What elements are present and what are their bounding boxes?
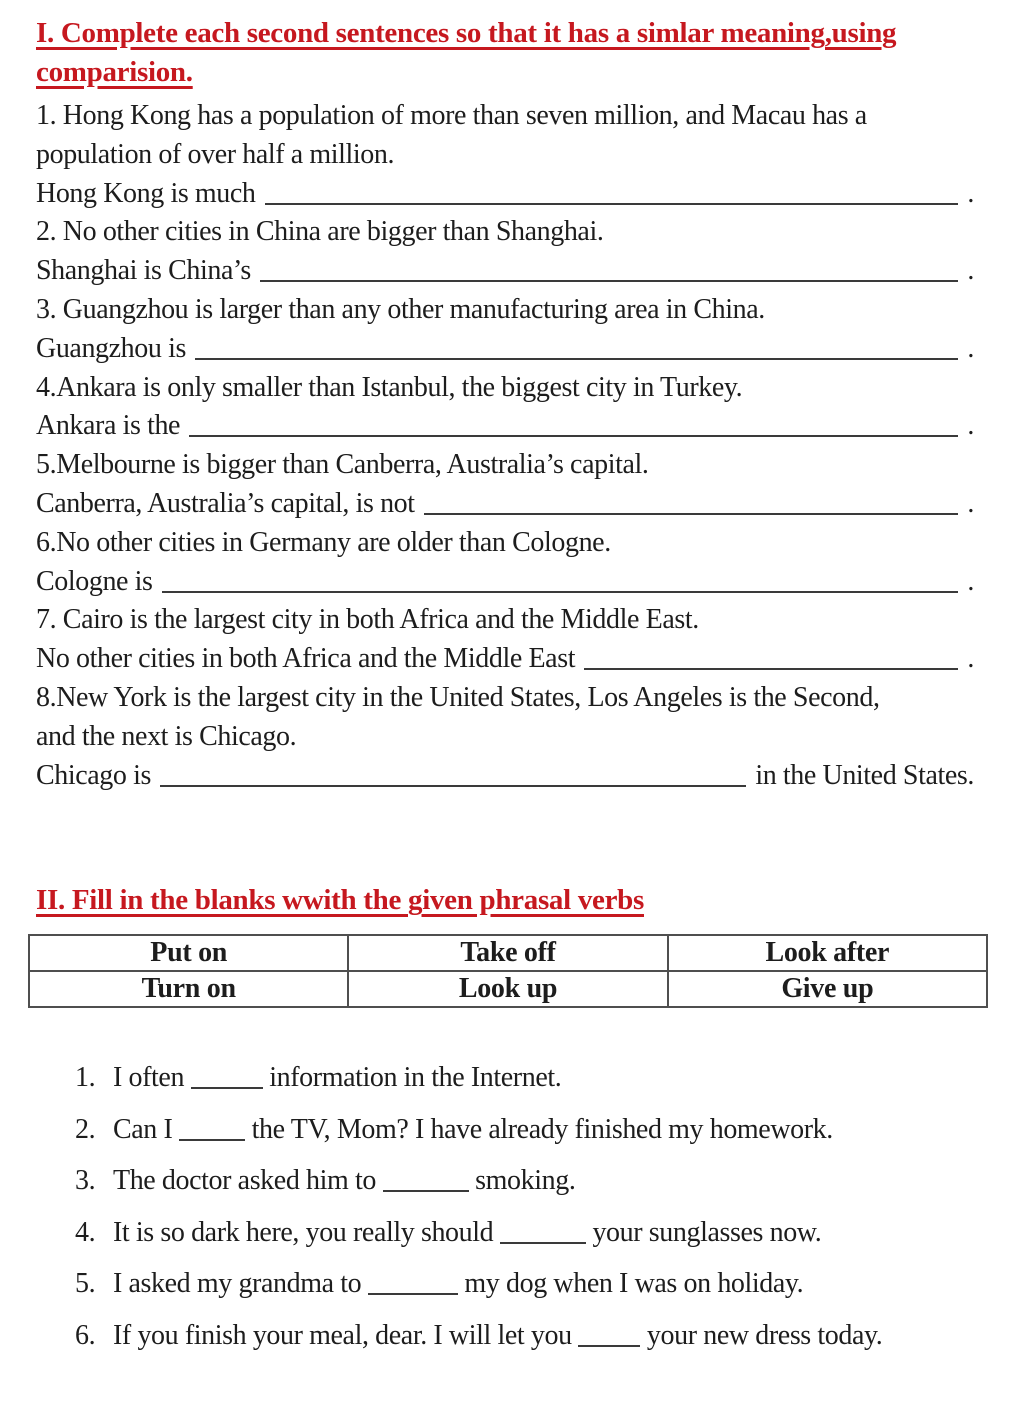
exercise1-item (36, 213, 974, 291)
answer-suffix: . (967, 565, 974, 597)
item-number: 5. (75, 1268, 96, 1300)
item-number: 2. (75, 1113, 96, 1145)
item-blank-line (383, 1190, 469, 1192)
section2-heading-text: II. Fill in the blanks wwith the given phrasal verbs (36, 884, 644, 917)
section1-heading-text2: comparision. (36, 56, 193, 88)
answer-suffix: . (967, 410, 974, 442)
exercise1-item (36, 679, 974, 795)
answer-suffix: . (967, 643, 974, 675)
answer-prefix: No other cities in both Africa and the Middle East (36, 643, 576, 675)
section1-items (36, 97, 974, 795)
answer-line (36, 252, 974, 291)
section1-heading-line2 (36, 53, 974, 92)
prompt-line: 2. No other cities in China are bigger than Shanghai. (36, 216, 604, 248)
item-text-after: your sunglasses now. (592, 1216, 822, 1248)
answer-suffix: . (967, 332, 974, 364)
answer-prefix: Cologne is (36, 565, 153, 597)
answer-blank-line (260, 280, 959, 282)
exercise1-item (36, 291, 974, 369)
exercise1-item (36, 601, 974, 679)
answer-suffix: in the United States. (755, 759, 974, 791)
answer-blank-line (584, 668, 958, 670)
table-row (29, 935, 987, 971)
item-number: 4. (75, 1216, 96, 1248)
section2-heading (36, 881, 974, 920)
item-number: 6. (75, 1319, 96, 1351)
answer-blank-line (189, 435, 958, 437)
phrasal-verb-cell: Take off (348, 935, 667, 971)
item-blank-line (500, 1242, 586, 1244)
answer-line (36, 330, 974, 369)
answer-prefix: Guangzhou is (36, 332, 186, 364)
item-text-after: smoking. (475, 1165, 576, 1197)
exercise1-item (36, 369, 974, 447)
prompt-line: population of over half a million. (36, 138, 395, 170)
answer-blank-line (162, 591, 959, 593)
fill-blank-item (75, 1114, 974, 1145)
answer-prefix: Shanghai is China’s (36, 255, 251, 287)
exercise1-item (36, 446, 974, 524)
fill-blank-item (75, 1165, 974, 1196)
section2-items (75, 1062, 974, 1351)
phrasal-verb-cell: Look after (668, 935, 987, 971)
answer-line (36, 640, 974, 679)
item-text-before: Can I (113, 1113, 173, 1145)
prompt-line: 4.Ankara is only smaller than Istanbul, the biggest city in Turkey. (36, 371, 743, 403)
answer-line (36, 407, 974, 446)
item-text-before: I asked my grandma to (113, 1268, 362, 1300)
item-text-before: If you finish your meal, dear. I will let you (113, 1319, 572, 1351)
answer-blank-line (195, 358, 958, 360)
prompt-line: 3. Guangzhou is larger than any other manufacturing area in China. (36, 293, 765, 325)
item-text-after: your new dress today. (646, 1319, 883, 1351)
prompt-line: and the next is Chicago. (36, 720, 297, 752)
item-number: 3. (75, 1165, 96, 1197)
answer-prefix: Ankara is the (36, 410, 181, 442)
prompt-line: 8.New York is the largest city in the United States, Los Angeles is the Second, (36, 681, 880, 713)
prompt-line: 7. Cairo is the largest city in both Africa and the Middle East. (36, 604, 699, 636)
item-text-before: I often (113, 1062, 185, 1094)
answer-blank-line (424, 513, 959, 515)
prompt-line: 1. Hong Kong has a population of more than seven million, and Macau has a (36, 100, 867, 131)
item-text-before: The doctor asked him to (113, 1165, 376, 1197)
answer-suffix: . (967, 255, 974, 287)
fill-blank-item (75, 1320, 974, 1351)
phrasal-verbs-table (28, 934, 988, 1008)
prompt-line: 5.Melbourne is bigger than Canberra, Australia’s capital. (36, 449, 649, 481)
fill-blank-item (75, 1217, 974, 1248)
item-text-after: information in the Internet. (269, 1062, 562, 1094)
answer-line (36, 757, 974, 796)
item-number: 1. (75, 1062, 96, 1094)
table-row (29, 971, 987, 1007)
item-text-after: the TV, Mom? I have already finished my homework. (251, 1113, 833, 1145)
item-text-before: It is so dark here, you really should (113, 1216, 494, 1248)
phrasal-verb-cell: Look up (348, 971, 667, 1007)
phrasal-verb-cell: Give up (668, 971, 987, 1007)
answer-prefix: Canberra, Australia’s capital, is not (36, 487, 415, 519)
fill-blank-item (75, 1268, 974, 1299)
item-text-after: my dog when I was on holiday. (464, 1268, 804, 1300)
answer-blank-line (160, 785, 746, 787)
item-blank-line (578, 1345, 640, 1347)
answer-line (36, 175, 974, 214)
prompt-line: 6.No other cities in Germany are older than Cologne. (36, 526, 611, 558)
exercise1-item (36, 524, 974, 602)
answer-line (36, 485, 974, 524)
phrasal-verb-cell: Put on (29, 935, 348, 971)
phrasal-verb-cell: Turn on (29, 971, 348, 1007)
answer-prefix: Hong Kong is much (36, 177, 256, 209)
answer-suffix: . (967, 487, 974, 519)
section1-heading-line1 (36, 14, 974, 53)
item-blank-line (191, 1087, 263, 1089)
answer-prefix: Chicago is (36, 759, 151, 791)
answer-suffix: . (967, 177, 974, 209)
section1-heading-text1: I. Complete each second sentences so that it has a simlar meaning,using (36, 17, 897, 49)
fill-blank-item (75, 1062, 974, 1093)
answer-blank-line (265, 203, 959, 205)
answer-line (36, 563, 974, 602)
item-blank-line (368, 1293, 458, 1295)
item-blank-line (179, 1139, 245, 1141)
exercise1-item (36, 97, 974, 213)
